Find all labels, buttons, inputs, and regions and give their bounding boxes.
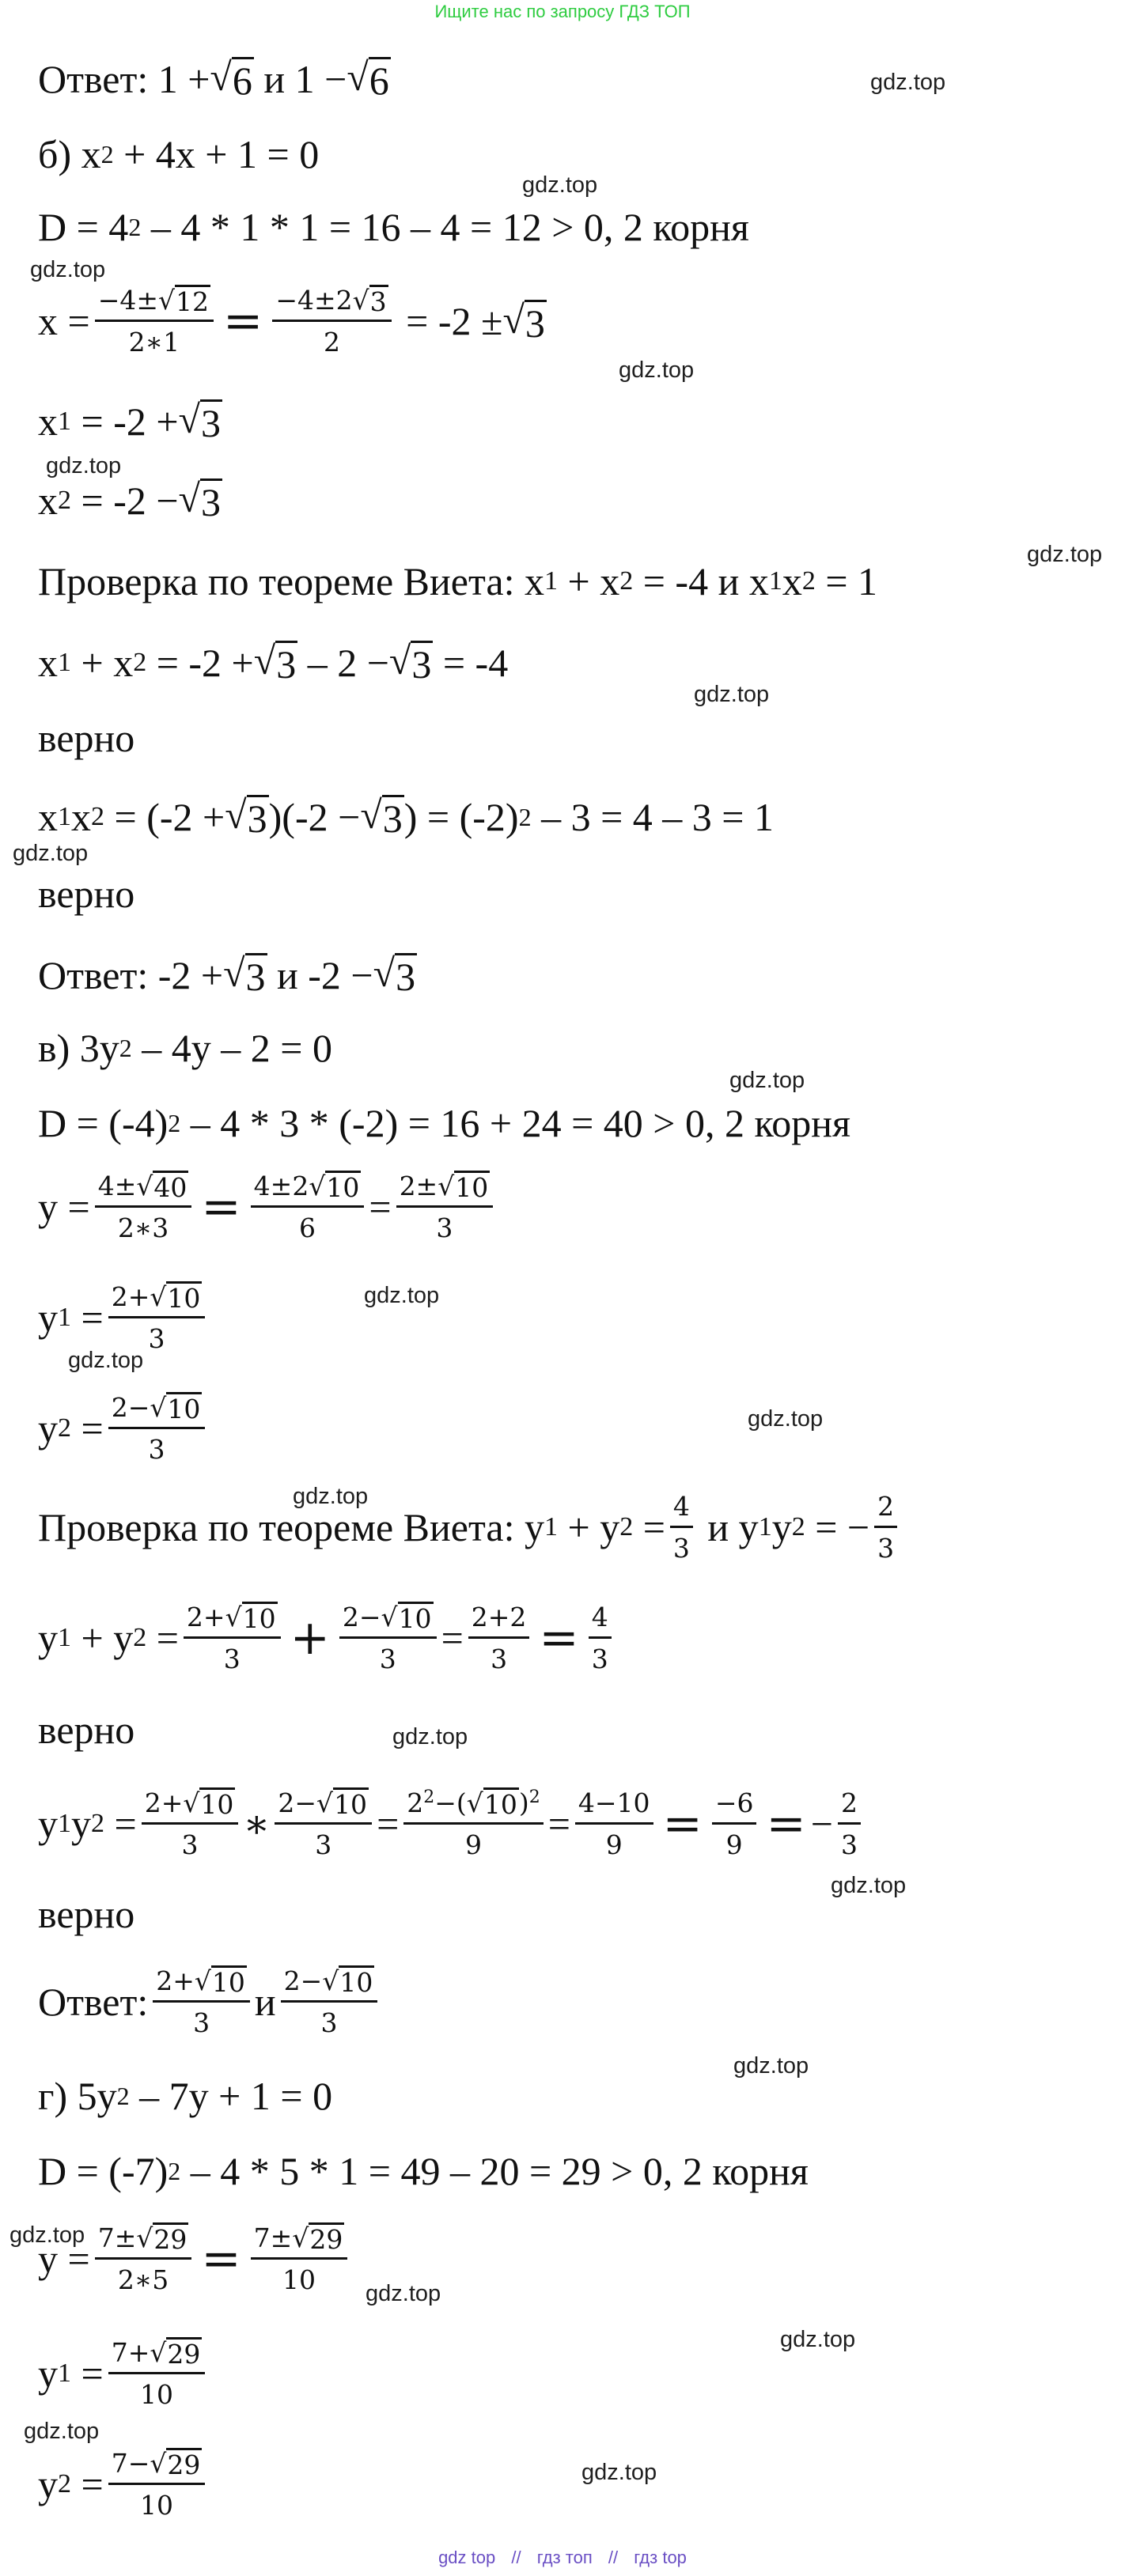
answer-a: Ответ: 1 + √ 6 и 1 − √ 6 (38, 55, 389, 103)
v-correct-1: верно (38, 1708, 135, 1752)
b-answer: Ответ: -2 + √ 3 и -2 − √ 3 (38, 951, 416, 999)
v-correct-2: верно (38, 1892, 135, 1936)
footer-separator: // (608, 2548, 619, 2567)
watermark: gdz.top (366, 2281, 441, 2306)
g-discriminant: D = (-7) 2 – 4 * 5 * 1 = 49 – 20 = 29 > 0, 2 корня (38, 2149, 809, 2193)
footer-link-gdz-top-ru[interactable]: гдз топ (536, 2548, 593, 2567)
g-y2: y 2 = 7− √ 29 10 (38, 2448, 210, 2521)
v-vieta-check: Проверка по теореме Виета: y 1 + y 2 = $\frac{4}{3}$ и y 1 y 2 = − $\frac{2}{3}$ (38, 1491, 902, 1564)
watermark: gdz.top (46, 453, 122, 479)
watermark: gdz.top (694, 682, 770, 707)
search-banner: Ищите нас по запросу ГДЗ ТОП (434, 2, 691, 21)
footer-links (0, 2548, 1125, 2568)
watermark: gdz.top (30, 257, 106, 282)
watermark: gdz.top (733, 2053, 809, 2079)
watermark: gdz.top (831, 1873, 907, 1898)
footer-link-gdz-top[interactable]: gdz top (438, 2548, 496, 2567)
v-discriminant: D = (-4) 2 – 4 * 3 * (-2) = 16 + 24 = 40 > 0, 2 корня (38, 1101, 851, 1145)
watermark: gdz.top (780, 2327, 856, 2352)
watermark: gdz.top (9, 2222, 85, 2248)
b-vieta-check: Проверка по теореме Виета: x 1 + x 2 = -4 и x 1 x 2 = 1 (38, 559, 878, 603)
g-header: г) 5y 2 – 7y + 1 = 0 (38, 2074, 333, 2118)
b-discriminant: D = 4 2 – 4 * 1 * 1 = 16 – 4 = 12 > 0, 2 корня (38, 205, 749, 249)
b-correct-1: верно (38, 716, 135, 760)
b-roots-formula: x = −4± √ 12 2∗1 = −4±2 √ 3 2 = -2 ± √ 3 (38, 285, 545, 357)
watermark: gdz.top (13, 841, 89, 866)
watermark: gdz.top (293, 1484, 369, 1509)
v-answer: Ответ: 2+ √ 10 3 и 2− √ 10 3 (38, 1965, 382, 2038)
watermark: gdz.top (729, 1068, 805, 1093)
b-x2: x 2 = -2 − √ 3 (38, 476, 221, 524)
v-y1: y 1 = 2+ √ 10 3 (38, 1281, 210, 1354)
g-roots-formula: y = 7± √ 29 2∗5 = 7± √ 29 10 (38, 2222, 352, 2295)
footer-link-gdz-top-mixed[interactable]: гдз top (634, 2548, 687, 2567)
v-product: y 1 y 2 = 2+ √ 10 3 ∗ 2− √ 10 3 = $2^2-$( √ 10 )$^2$ 9 = $\frac{4-10}{9}$ = $\frac{-6}{9}$ = − $\frac{2}{3}$ (38, 1787, 866, 1860)
b-correct-2: верно (38, 872, 135, 916)
watermark: gdz.top (581, 2460, 657, 2485)
b-header: б) x 2 + 4x + 1 = 0 (38, 132, 320, 176)
footer-separator: // (511, 2548, 521, 2567)
b-product: x 1 x 2 = (-2 + √ 3 )(-2 − √ 3 ) = (-2) 2 – 3 = 4 – 3 = 1 (38, 792, 774, 841)
b-sum: x 1 + x 2 = -2 + √ 3 – 2 − √ 3 = -4 (38, 638, 509, 687)
v-header: в) 3y 2 – 4y – 2 = 0 (38, 1026, 332, 1070)
watermark: gdz.top (522, 172, 598, 198)
v-roots-formula: y = 4± √ 40 2∗3 = 4±2 √ 10 6 = 2± √ 10 3 (38, 1171, 498, 1243)
v-y2: y 2 = 2− √ 10 3 (38, 1392, 210, 1465)
watermark: gdz.top (24, 2419, 100, 2444)
v-sum: y 1 + y 2 = 2+ √ 10 3 + 2− √ 10 3 = $\frac{2+2}{3}$ = $\frac{4}{3}$ (38, 1602, 616, 1674)
watermark: gdz.top (619, 357, 695, 383)
b-x1: x 1 = -2 + √ 3 (38, 397, 221, 445)
watermark: gdz.top (364, 1283, 440, 1308)
watermark: gdz.top (392, 1724, 468, 1749)
watermark: gdz.top (748, 1406, 824, 1432)
watermark: gdz.top (68, 1348, 144, 1373)
watermark: gdz.top (870, 70, 946, 95)
g-y1: y 1 = 7+ √ 29 10 (38, 2337, 210, 2410)
watermark: gdz.top (1027, 542, 1103, 567)
